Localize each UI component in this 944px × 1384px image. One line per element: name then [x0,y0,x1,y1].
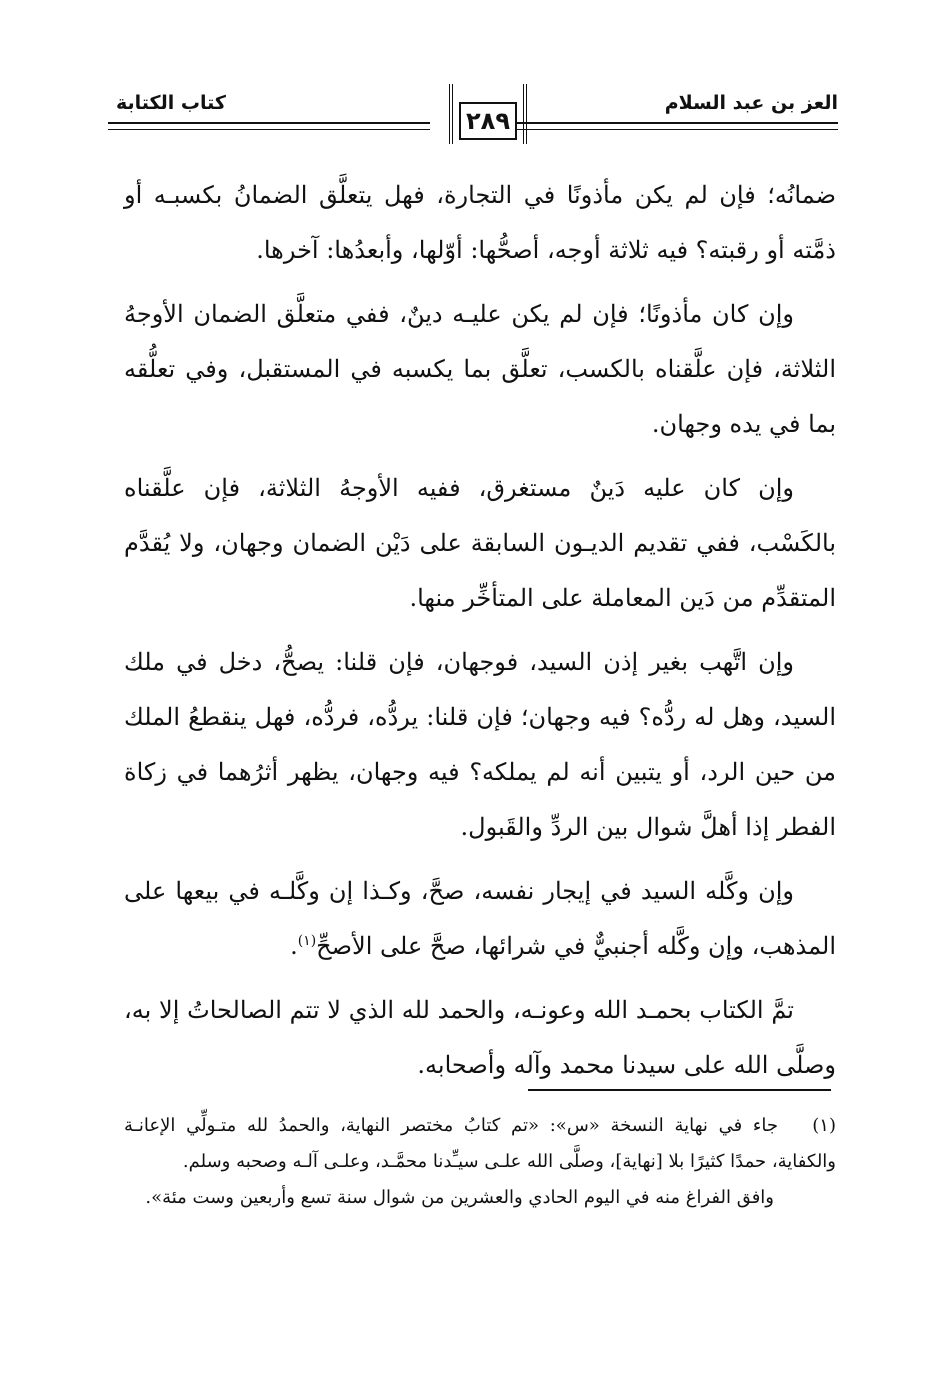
page-number-frame [449,84,527,144]
paragraph-with-footnote [124,864,836,974]
header-rule-left [108,122,430,130]
footnote-separator [528,1089,831,1091]
header-rule-right [516,122,838,130]
footnote-text: جاء في نهاية النسخة «س»: «تم كتابُ مختصر النهاية، والحمدُ لله متـولِّي الإعانـة والكفاية، حمدًا كثيرًا بلا [نهاية]، وصلَّى الله علـى سيـِّدنا محمَّـد، وعلـى آلـه وصحبه وسلم. [124,1115,836,1172]
paragraph-end-mark: . [290,932,298,960]
footnote-1 [124,1108,836,1180]
paragraph: ضمانُه؛ فإن لم يكن مأذونًا في التجارة، فهل يتعلَّق الضمانُ بكسبـه أو ذمَّته أو رقبته؟ فيه ثلاثة أوجه، أصحُّها: أوّلها، وأبعدُها: آخرها. [124,181,836,264]
footnote-reference[interactable]: (١) [297,933,317,949]
footnote-marker: (١) [812,1115,836,1136]
paragraph: وإن اتَّهب بغير إذن السيد، فوجهان، فإن قلنا: يصحُّ، دخل في ملك السيد، وهل له ردُّه؟ فيه وجهان؛ فإن قلنا: يردُّه، فردُّه، فهل ينقطعُ الملك من حين الرد، أو يتبين أنه لم يملكه؟ فيه وجهان، يظهر أثرُهما في زكاة الفطر إذا أهلَّ شوال بين الردِّ والقَبول. [124,648,836,841]
footnotes [124,1108,836,1216]
paragraph-text: وإن وكَّله السيد في إيجار نفسه، صحَّ، وكـذا إن وكَّلـه في بيعها على المذهب، وإن وكَّله أجنبيٌّ في شرائها، صحَّ على الأصحِّ [124,877,836,960]
chapter-title: كتاب الكتابة [116,92,226,114]
running-header [108,84,838,154]
main-text [124,168,836,1102]
footnote-1-continuation: وافق الفراغ منه في اليوم الحادي والعشرين من شوال سنة تسع وأربعين وست مئة». [145,1187,774,1208]
paragraph: تمَّ الكتاب بحمـد الله وعونـه، والحمد لله الذي لا تتم الصالحاتُ إلا به، وصلَّى الله على سيدنا محمد وآله وأصحابه. [124,996,836,1079]
paragraph: وإن كان مأذونًا؛ فإن لم يكن عليـه دينٌ، ففي متعلَّق الضمان الأوجهُ الثلاثة، فإن علَّقناه بالكسب، تعلَّق بما يكسبه في المستقبل، وفي تعلُّقه بما في يده وجهان. [124,300,836,438]
author-title: العز بن عبد السلام [664,92,838,114]
page-number: ٢٨٩ [459,102,517,140]
paragraph: وإن كان عليه دَينٌ مستغرق، ففيه الأوجهُ الثلاثة، فإن علَّقناه بالكَسْب، ففي تقديم الديـون السابقة على دَيْن الضمان وجهان، ولا يُقدَّم المتقدِّم من دَين المعاملة على المتأخِّر منها. [124,474,836,612]
